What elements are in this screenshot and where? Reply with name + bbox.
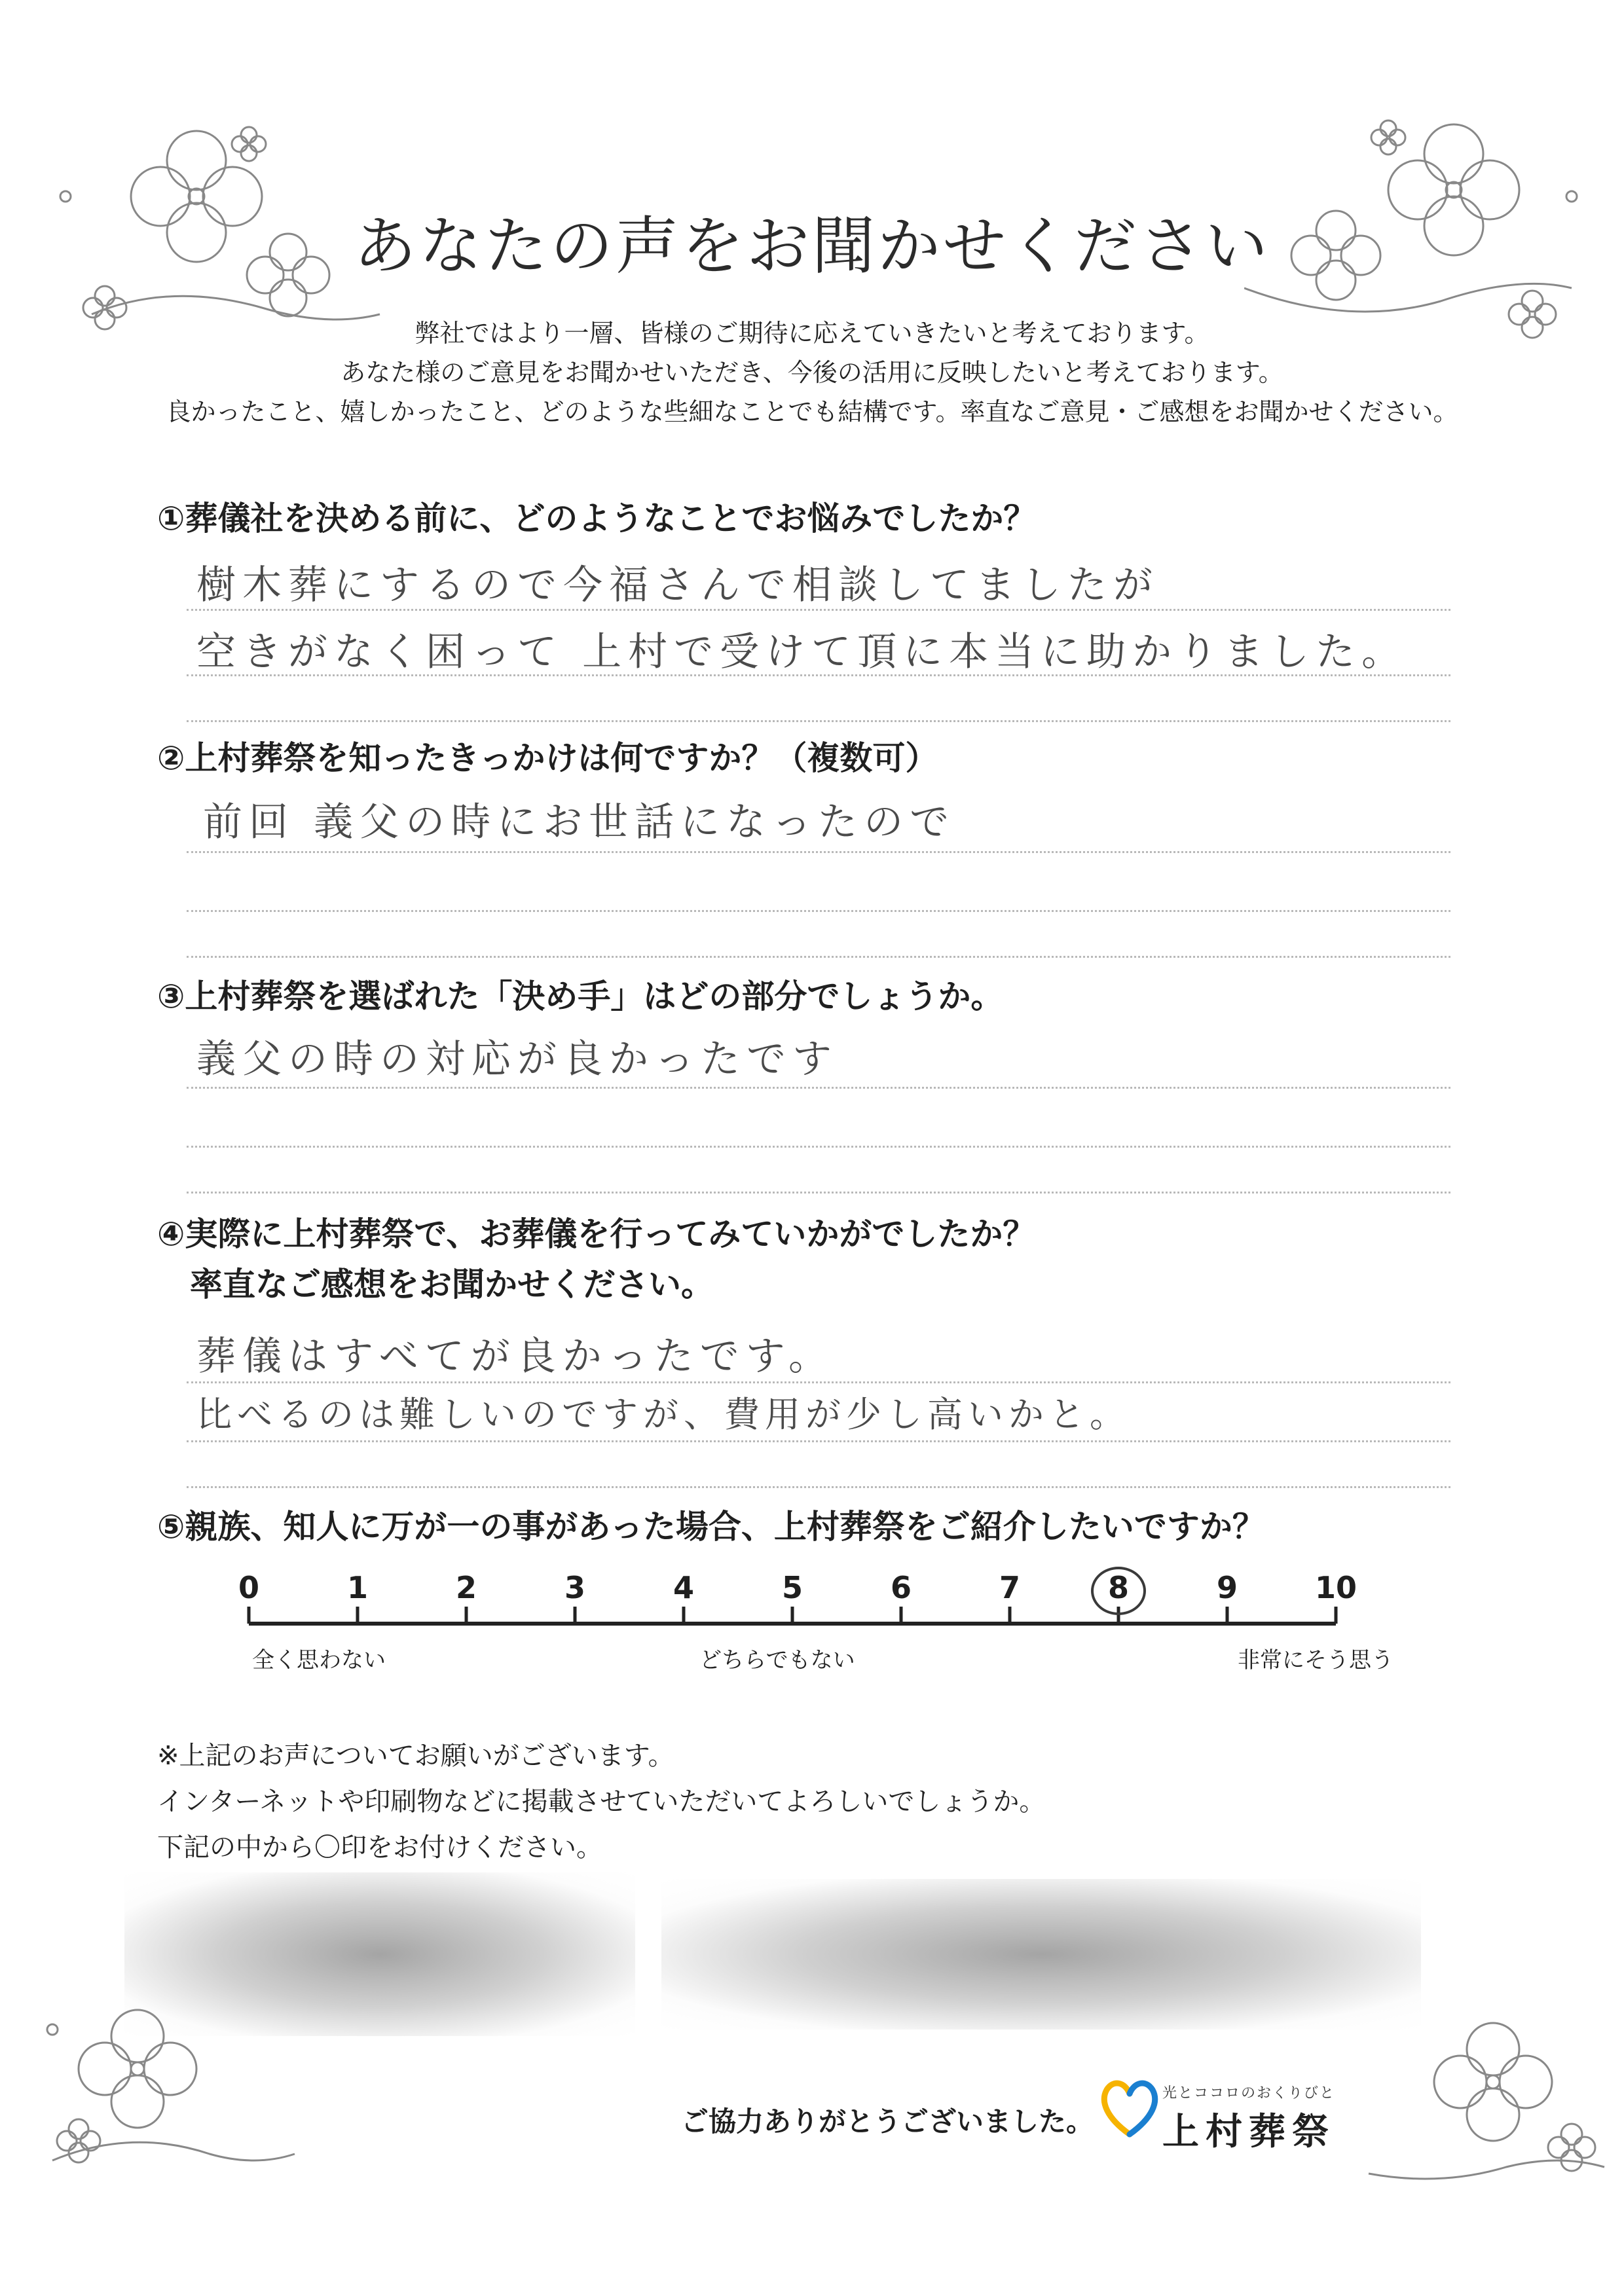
- question-1-answer-line-2: 空きがなく困って 上村で受けて頂に本当に助かりました。: [196, 629, 1408, 675]
- question-1-label: ①葬儀社を決める前に、どのようなことでお悩みでしたか？: [157, 500, 1037, 538]
- question-4-label: ④実際に上村葬祭で、お葬儀を行ってみていかがでしたか？: [157, 1215, 1036, 1253]
- question-3-label: ③上村葬祭を選ばれた「決め手」はどの部分でしょうか。: [157, 977, 1004, 1015]
- consent-note-line-2: インターネットや印刷物などに掲載させていただいてよろしいでしょうか。: [157, 1787, 1046, 1817]
- scale-number-0: 0: [238, 1570, 259, 1605]
- logo-tagline: 光とココロのおくりびと: [1162, 2085, 1336, 2102]
- consent-note-line-3: 下記の中から〇印をお付けください。: [157, 1832, 602, 1863]
- page-title: あなたの声をお聞かせください: [354, 210, 1270, 283]
- rating-scale-axis: [236, 1597, 1362, 1637]
- answer-rule: [187, 609, 1450, 611]
- scale-number-2: 2: [455, 1570, 477, 1605]
- scale-number-3: 3: [564, 1570, 585, 1605]
- answer-rule: [187, 1087, 1450, 1089]
- question-3-answer-line-1: 義父の時の対応が良かったです: [196, 1036, 838, 1082]
- question-2-label: ②上村葬祭を知ったきっかけは何ですか？（複数可）: [157, 739, 938, 777]
- answer-rule: [187, 1192, 1450, 1194]
- intro-line-1: 弊社ではより一層、皆様のご期待に応えていきたいと考えております。: [415, 319, 1209, 348]
- redacted-area-left: [124, 1872, 635, 2036]
- answer-rule: [187, 910, 1450, 912]
- scale-number-9: 9: [1216, 1570, 1238, 1605]
- answer-rule: [187, 1440, 1450, 1442]
- answer-rule: [187, 956, 1450, 958]
- answer-rule: [187, 1146, 1450, 1148]
- question-4-answer-line-1: 葬儀はすべてが良かったです。: [196, 1334, 834, 1379]
- rating-selected-circle: [1091, 1567, 1146, 1615]
- question-5-label: ⑤親族、知人に万が一の事があった場合、上村葬祭をご紹介したいですか？: [157, 1508, 1265, 1546]
- intro-line-2: あなた様のご意見をお聞かせいただき、今後の活用に反映したいと考えております。: [341, 358, 1283, 387]
- answer-rule: [187, 674, 1450, 676]
- question-1-answer-line-1: 樹木葬にするので今福さんで相談してましたが: [196, 562, 1159, 608]
- answer-rule: [187, 1381, 1450, 1383]
- scale-number-7: 7: [999, 1570, 1020, 1605]
- question-2-answer-line-1: 前回 義父の時にお世話になったので: [203, 799, 956, 845]
- answer-rule: [187, 851, 1450, 853]
- question-4-sublabel: 率直なご感想をお聞かせください。: [190, 1266, 714, 1303]
- scale-caption-middle: どちらでもない: [699, 1647, 855, 1673]
- answer-rule: [187, 720, 1450, 722]
- answer-rule: [187, 1486, 1450, 1488]
- scale-number-6: 6: [890, 1570, 912, 1605]
- intro-line-3: 良かったこと、嬉しかったこと、どのような些細なことでも結構です。率直なご意見・ご感想をお聞かせください。: [166, 397, 1458, 426]
- heart-logo-icon: [1100, 2075, 1159, 2141]
- scale-number-10: 10: [1314, 1570, 1357, 1605]
- scale-number-5: 5: [781, 1570, 803, 1605]
- scale-number-1: 1: [346, 1570, 368, 1605]
- scale-number-4: 4: [673, 1570, 694, 1605]
- scale-number-8: 8: [1107, 1570, 1129, 1605]
- redacted-area-right: [661, 1879, 1421, 2030]
- closing-message: ご協力ありがとうございました。: [681, 2105, 1094, 2138]
- scale-caption-left: 全く思わない: [252, 1647, 386, 1673]
- scale-caption-right: 非常にそう思う: [1238, 1647, 1393, 1673]
- question-4-answer-line-2: 比べるのは難しいのですが、費用が少し高いかと。: [196, 1394, 1130, 1435]
- consent-note-line-1: ※上記のお声についてお願いがございます。: [157, 1741, 674, 1771]
- logo-name: 上村葬祭: [1162, 2111, 1335, 2153]
